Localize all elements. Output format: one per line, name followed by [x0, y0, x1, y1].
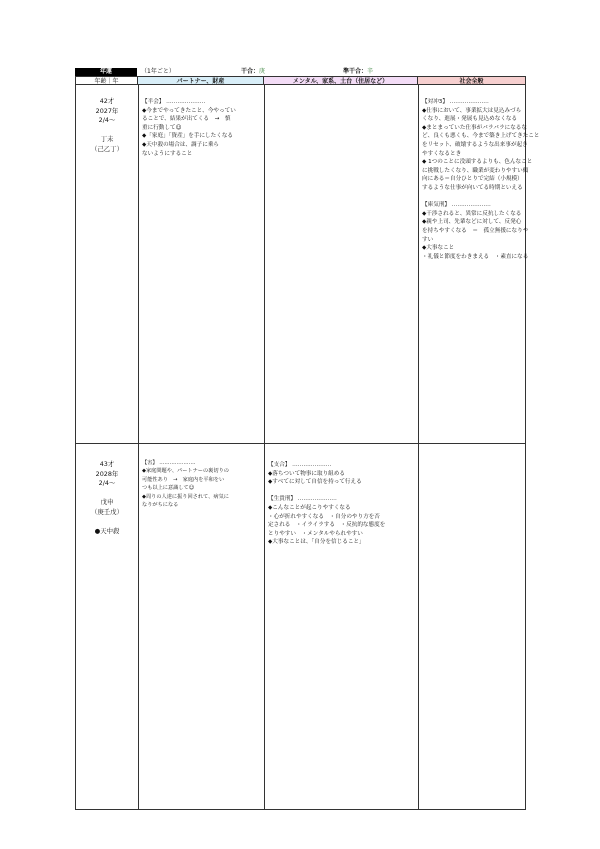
text-line: ど、良くも悪くも、今まで築き上げてきたこと — [422, 133, 540, 140]
sheet-subtitle: （1年ごと） — [141, 68, 175, 75]
text-line: ◆周りの人達に振り回されて、病気に — [142, 493, 229, 500]
text-line: なりがちになる — [142, 502, 179, 509]
kango-value: 庚 — [259, 68, 266, 75]
column-divider — [138, 85, 139, 809]
kango — [241, 68, 265, 76]
year-line — [76, 518, 138, 528]
year-line — [76, 489, 138, 499]
column-header-partner: パートナー、財産 — [138, 77, 264, 84]
text-line: 【対冲3】 ………………… — [422, 99, 489, 105]
text-line: ・礼儀と節度をわきまえる ・素直になる — [422, 253, 529, 260]
text-line: ◆親や上司、先輩などに対して、反発心 — [422, 219, 522, 226]
text-line: ◆家庭問題や、パートナーの裏切りの — [142, 468, 229, 475]
text-line: ◆落ちついて物事に取り組める — [268, 470, 345, 477]
text-line: ないようにすること — [142, 150, 193, 157]
header-row — [75, 68, 526, 76]
text-line: 【庫気刑】 ………………… — [422, 202, 491, 209]
text-line: ◆今までやってきたこと、今やってい — [142, 107, 236, 114]
text-line — [422, 193, 526, 202]
column-divider — [418, 85, 419, 809]
text-line: に挑戦したくなり、職業が変わりやすい傾 — [422, 167, 529, 174]
junkango — [343, 68, 373, 76]
text-line: 【支合】 ………………… — [268, 462, 332, 468]
tenchusatsu-badge: ●天中殺 — [94, 527, 120, 536]
year-line: 42才 — [99, 97, 115, 105]
year-line: 戊申 — [100, 498, 114, 507]
year-line: （己乙丁） — [91, 144, 123, 153]
text-line: ◆こんなことが起こりやすくなる — [268, 504, 351, 511]
row-2028-year-cell — [76, 460, 138, 537]
text-line: するような仕事が向いてる時期といえる — [422, 184, 523, 191]
year-line: 2028年 — [95, 469, 119, 478]
year-line: 2/4～ — [98, 116, 116, 125]
text-line: ◆「家庭」「資産」を手にしたくなる — [142, 133, 234, 140]
junkango-label: 準干合： — [343, 68, 368, 75]
text-line: を持ちやすくなる ＝ 孤立無援になりや — [422, 227, 529, 234]
text-line: とりやすい ・メンタルやられやすい — [268, 530, 363, 537]
year-line: 43才 — [99, 460, 115, 468]
text-line: ◆干渉されると、異常に反抗したくなる — [422, 210, 522, 217]
year-line — [76, 126, 138, 136]
text-line: くなり、進展・発展も見込めなくなる — [422, 116, 518, 123]
column-header-row — [75, 76, 526, 85]
kango-label: 干合： — [241, 68, 260, 75]
text-line: ◆天中殺の場合は、調子に乗ら — [142, 141, 220, 148]
text-line: ◆大事なことは、「自分を信じること」 — [268, 539, 365, 546]
row-2028-mental-cell — [268, 461, 416, 547]
text-line: ◆すべてに対して自信を持って行える — [268, 479, 362, 486]
text-line: ・心が折れやすくなる ・自分のやり方を否 — [268, 513, 380, 520]
column-divider — [264, 85, 265, 809]
table-body — [75, 85, 540, 810]
junkango-value: 辛 — [367, 68, 374, 75]
text-line: 【生貴刑】 ………………… — [268, 496, 337, 503]
column-header-age-year: 年齢｜年 — [76, 77, 138, 84]
row-2027-year-cell — [76, 97, 138, 155]
text-line: やすくなるとき — [422, 150, 462, 157]
year-line: 2027年 — [95, 106, 119, 115]
column-header-society: 社会全般 — [418, 77, 525, 84]
row-divider — [76, 443, 525, 444]
year-line: 2/4～ — [98, 479, 116, 488]
text-line: つも以上に意識して☺ — [142, 485, 195, 492]
text-line: 【半会】 ………………… — [142, 99, 206, 105]
row-2028-partner-cell — [142, 459, 262, 509]
text-line — [268, 487, 416, 496]
text-line: 【害】 ………………… — [142, 460, 196, 466]
year-line: （庚壬戊） — [91, 507, 123, 516]
text-line: ◆大事なこと — [422, 245, 455, 252]
text-line: をリセット、破壊するような出来事が起き — [422, 141, 528, 148]
text-line: ◆まとまっていた仕事がバラバラになるな — [422, 124, 527, 131]
text-line: ◆仕事において、事業拡大は見込みづら — [422, 107, 522, 114]
text-line: ることで、結果が出てくる → 慎 — [142, 116, 231, 123]
row-2027-partner-cell — [142, 98, 262, 158]
column-header-mental: メンタル、家系、土台（住居など） — [264, 77, 418, 84]
year-line: 丁未 — [100, 135, 114, 144]
text-line: 可能性あり → 家庭内を平和をい — [142, 476, 225, 483]
text-line: 向にある＝自分ひとりで完結（小規模） — [422, 176, 523, 183]
text-line: 重に行動して☺ — [142, 124, 182, 131]
text-line: ◆ 1つのことに没頭するよりも、色んなこと — [422, 159, 533, 166]
text-line: 定される ・イライラする ・反抗的な態度を — [268, 522, 386, 529]
row-2027-society-cell — [422, 98, 540, 261]
text-line: すい — [422, 236, 434, 243]
sheet-title: 年運 — [75, 68, 137, 76]
